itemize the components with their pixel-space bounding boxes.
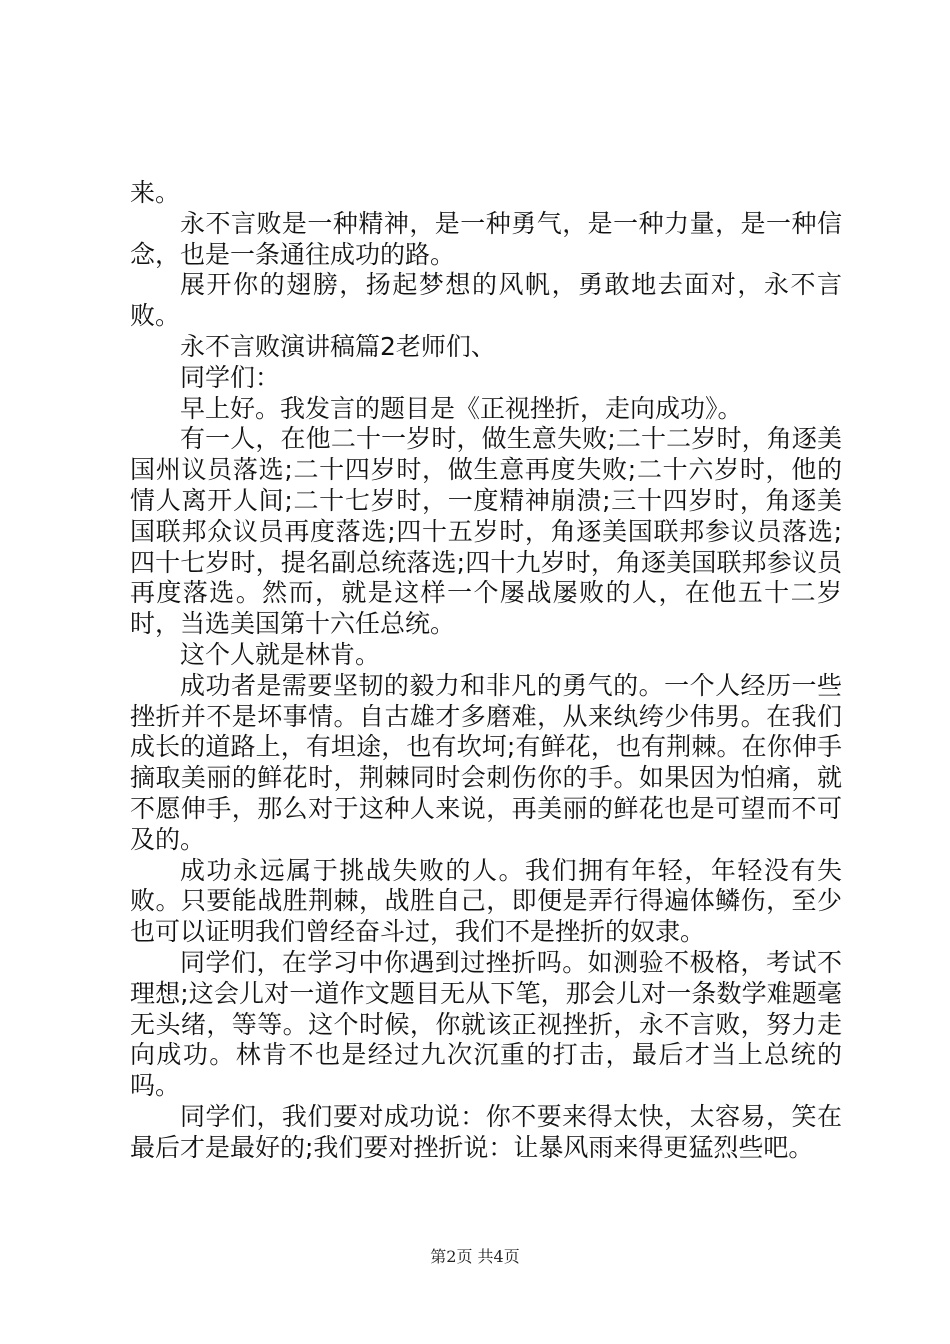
paragraph-1: 来。 [130, 178, 181, 207]
paragraph-2: 永不言败是一种精神，是一种勇气，是一种力量，是一种信念，也是一条通往成功的路。 [130, 208, 842, 269]
paragraph-8: 这个人就是林肯。 [180, 639, 381, 669]
paragraph-10: 成功永远属于挑战失败的人。我们拥有年轻，年轻没有失败。只要能战胜荆棘，战胜自己，即便是弄行得遍体鳞伤，至少也可以证明我们曾经奋斗过，我们不是挫折的奴隶。 [130, 855, 842, 947]
paragraph-9: 成功者是需要坚韧的毅力和非凡的勇气的。一个人经历一些挫折并不是坏事情。自古雄才多磨难，从来纨绔少伟男。在我们成长的道路上，有坦途，也有坎坷;有鲜花，也有荆棘。在你伸手摘取美丽的鲜花时，荆棘同时会刺伤你的手。如果因为怕痛，就不愿伸手，那么对于这种人来说，再美丽的鲜花也是可望而不可及的。 [130, 670, 842, 854]
paragraph-4: 永不言败演讲稿篇2老师们、 [180, 331, 496, 361]
page-number-footer: 第2页 共4页 [430, 1247, 520, 1266]
paragraph-7: 有一人，在他二十一岁时，做生意失败;二十二岁时，角逐美国州议员落选;二十四岁时，做生意再度失败;二十六岁时，他的情人离开人间;二十七岁时，一度精神崩溃;三十四岁时，角逐美国联邦众议员再度落选;四十五岁时，角逐美国联邦参议员落选;四十七岁时，提名副总统落选;四十九岁时，角逐美国联邦参议员再度落选。然而，就是这样一个屡战屡败的人，在他五十二岁时，当选美国第十六任总统。 [130, 424, 842, 639]
paragraph-11: 同学们，在学习中你遇到过挫折吗。如测验不极格，考试不理想;这会儿对一道作文题目无从下笔，那会儿对一条数学难题毫无头绪，等等。这个时候，你就该正视挫折，永不言败，努力走向成功。林肯不也是经过九次沉重的打击，最后才当上总统的吗。 [130, 947, 842, 1101]
paragraph-5: 同学们： [180, 362, 281, 392]
paragraph-6: 早上好。我发言的题目是《正视挫折，走向成功》。 [180, 393, 743, 423]
paragraph-3: 展开你的翅膀，扬起梦想的风帆，勇敢地去面对，永不言败。 [130, 270, 842, 331]
document-body [130, 178, 842, 1164]
paragraph-12: 同学们，我们要对成功说：你不要来得太快，太容易，笑在最后才是最好的;我们要对挫折说：让暴风雨来得更猛烈些吧。 [130, 1101, 842, 1162]
